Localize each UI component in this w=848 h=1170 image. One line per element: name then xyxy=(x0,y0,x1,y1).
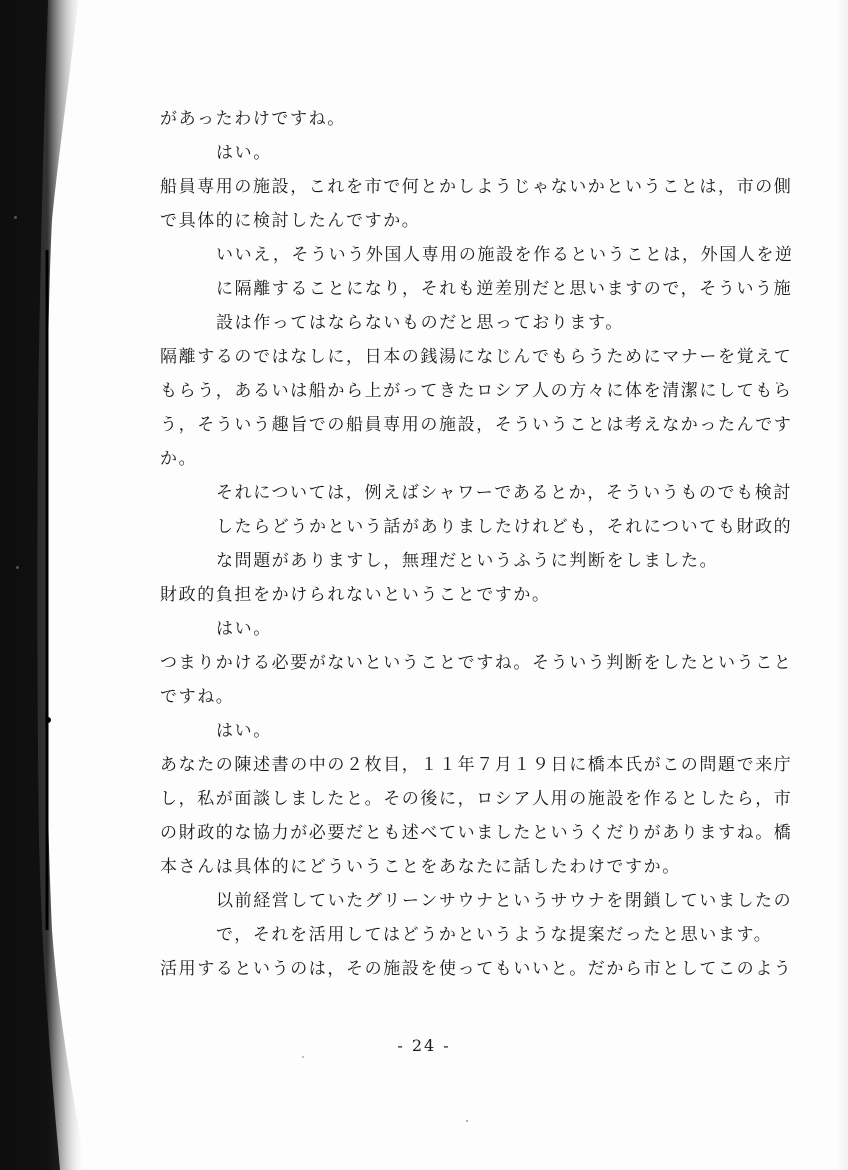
question-line: 財政的負担をかけられないということですか。 xyxy=(160,585,551,605)
answer-line: な問題がありますし，無理だというふうに判断をしました。 xyxy=(216,551,719,571)
transcript-text xyxy=(160,102,794,986)
answer-line: はい。 xyxy=(216,143,272,163)
answer-line: それについては，例えばシャワーであるとか，そういうものでも検討 xyxy=(216,483,792,503)
question-line: 隔離するのではなしに，日本の銭湯になじんでもらうためにマナーを覚えて xyxy=(160,347,793,367)
question-line: で具体的に検討したんですか。 xyxy=(160,211,421,231)
answer-line: いいえ，そういう外国人専用の施設を作るということは，外国人を逆 xyxy=(216,245,794,265)
question-line: もらう，あるいは船から上がってきたロシア人の方々に体を清潔にしてもら xyxy=(160,381,793,401)
question-line: か。 xyxy=(160,449,198,469)
answer-line: はい。 xyxy=(216,721,272,741)
question-line: 活用するというのは，その施設を使ってもいいと。だから市としてこのよう xyxy=(160,959,793,979)
page-number: - 24 - xyxy=(397,1036,451,1055)
scan-speck xyxy=(302,1056,304,1058)
question-line: あなたの陳述書の中の２枚目，１１年７月１９日に橋本氏がこの問題で来庁 xyxy=(160,755,793,775)
scan-speck xyxy=(14,216,17,219)
scan-speck xyxy=(466,1120,468,1122)
question-line: 本さんは具体的にどういうことをあなたに話したわけですか。 xyxy=(160,857,681,877)
answer-line: 設は作ってはならないものだと思っております。 xyxy=(216,313,624,333)
question-line: があったわけですね。 xyxy=(160,109,346,129)
answer-line: に隔離することになり，それも逆差別だと思いますので，そういう施 xyxy=(216,279,793,299)
question-line: ですね。 xyxy=(160,687,235,707)
answer-line: したらどうかという話がありましたけれども，それについても財政的 xyxy=(216,517,793,537)
page-edge xyxy=(836,0,848,1170)
answer-line: 以前経営していたグリーンサウナというサウナを閉鎖していましたの xyxy=(216,891,793,911)
question-line: う，そういう趣旨での船員専用の施設，そういうことは考えなかったんです xyxy=(160,415,793,435)
answer-line: はい。 xyxy=(216,619,272,639)
question-line: つまりかける必要がないということですね。そういう判断をしたということ xyxy=(160,653,793,673)
binding-shadow xyxy=(0,0,90,1170)
question-line: の財政的な協力が必要だとも述べていましたというくだりがありますね。橋 xyxy=(160,823,793,843)
scan-speck xyxy=(16,566,19,569)
question-line: し，私が面談しましたと。その後に，ロシア人用の施設を作るとしたら，市 xyxy=(160,789,793,809)
answer-line: で，それを活用してはどうかというような提案だったと思います。 xyxy=(216,925,773,945)
question-line: 船員専用の施設，これを市で何とかしようじゃないかということは，市の側 xyxy=(160,177,793,197)
